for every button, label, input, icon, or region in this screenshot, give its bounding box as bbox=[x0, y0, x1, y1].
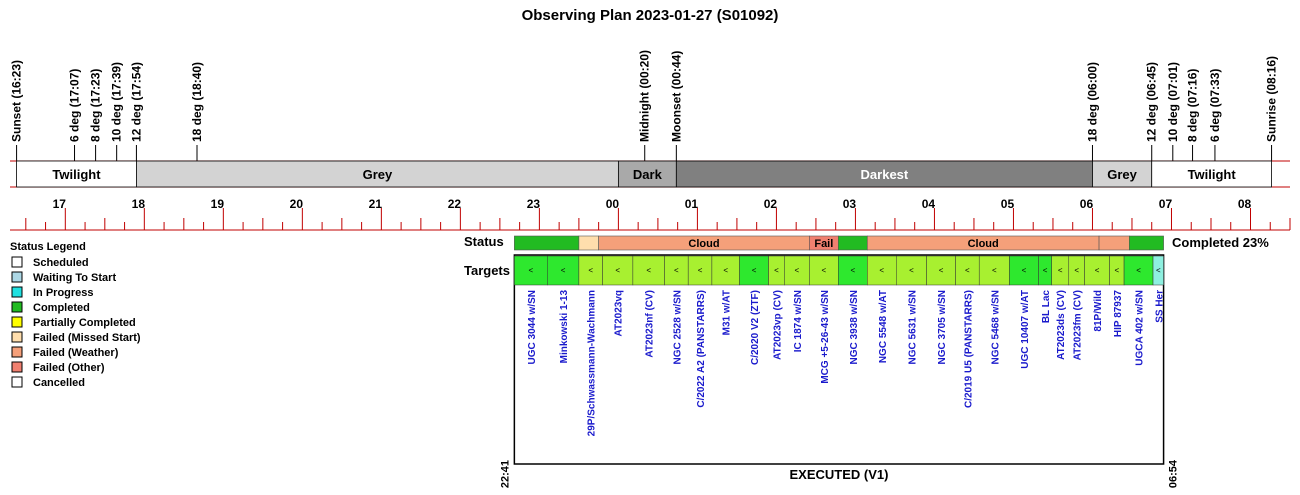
status-row bbox=[464, 234, 1269, 250]
legend-swatch bbox=[12, 287, 22, 297]
status-segment bbox=[838, 236, 867, 250]
target-name: M31 w/AT bbox=[721, 290, 733, 336]
target-marker: < bbox=[850, 266, 856, 275]
target-name: AT2023vp (CV) bbox=[772, 290, 784, 360]
event-label: 8 deg (17:23) bbox=[88, 68, 103, 142]
legend-label: Scheduled bbox=[33, 257, 89, 269]
target-marker: < bbox=[938, 266, 944, 275]
targets-row bbox=[464, 255, 1180, 488]
target-marker: < bbox=[965, 266, 970, 275]
target-marker: < bbox=[751, 266, 757, 275]
target-name: Minkowski 1-13 bbox=[559, 290, 571, 364]
start-time-label: 22:41 bbox=[499, 460, 512, 489]
target-name: UGC 3044 w/SN bbox=[526, 290, 538, 365]
target-marker: < bbox=[723, 266, 729, 275]
status-segment bbox=[579, 236, 599, 250]
status-summary: Completed 23% bbox=[1172, 235, 1269, 250]
status-row-label: Status bbox=[464, 234, 504, 249]
target-name: IC 1874 w/SN bbox=[792, 290, 804, 353]
target-name: HIP 87937 bbox=[1112, 290, 1124, 338]
legend-swatch bbox=[12, 302, 22, 312]
hour-label: 06 bbox=[1079, 197, 1094, 211]
target-name: NGC 2528 w/SN bbox=[672, 290, 684, 365]
target-name: AT2023vq bbox=[613, 290, 625, 337]
legend-swatch bbox=[12, 317, 22, 327]
target-marker: < bbox=[615, 266, 621, 275]
target-marker: < bbox=[528, 266, 534, 275]
event-label: Midnight (00:20) bbox=[637, 50, 652, 142]
target-marker: < bbox=[1136, 266, 1141, 275]
target-name: AT2023fm (CV) bbox=[1072, 290, 1084, 361]
target-marker: < bbox=[774, 266, 779, 275]
band-label: Grey bbox=[362, 167, 393, 182]
darkness-bands bbox=[10, 161, 1290, 187]
hour-label: 03 bbox=[842, 197, 857, 211]
band-label: Grey bbox=[1107, 167, 1137, 182]
event-label: 12 deg (17:54) bbox=[129, 61, 144, 142]
legend-label: Failed (Weather) bbox=[33, 347, 119, 359]
target-marker: < bbox=[697, 266, 703, 275]
legend-swatch bbox=[12, 347, 22, 357]
hour-label: 08 bbox=[1237, 197, 1252, 211]
hour-label: 00 bbox=[605, 197, 620, 211]
plan-title: Observing Plan 2023-01-27 (S01092) bbox=[521, 7, 779, 24]
target-name: NGC 3705 w/SN bbox=[937, 290, 949, 365]
hour-label: 20 bbox=[289, 197, 304, 211]
target-name: C/2020 V2 (ZTF) bbox=[750, 290, 762, 366]
event-label: Sunset (16:23) bbox=[9, 59, 24, 142]
hour-label: 17 bbox=[52, 197, 66, 211]
band-label: Darkest bbox=[860, 167, 909, 182]
event-label: 18 deg (06:00) bbox=[1085, 61, 1100, 142]
end-time-label: 06:54 bbox=[1167, 460, 1180, 489]
band-label: Twilight bbox=[1187, 167, 1236, 182]
hour-axis bbox=[10, 197, 1290, 230]
status-segment-label: Cloud bbox=[688, 238, 720, 250]
target-marker: < bbox=[1155, 266, 1161, 275]
target-name: 81P/Wild bbox=[1093, 290, 1105, 332]
target-marker: < bbox=[879, 266, 885, 275]
target-name: MCG +5-26-43 w/SN bbox=[819, 290, 831, 384]
target-name: AT2023ds (CV) bbox=[1056, 290, 1068, 360]
target-marker: < bbox=[1057, 266, 1063, 275]
legend-title: Status Legend bbox=[10, 241, 86, 253]
status-legend bbox=[10, 241, 141, 389]
event-markers bbox=[10, 50, 1279, 161]
hour-label: 18 bbox=[131, 197, 146, 211]
hour-label: 01 bbox=[684, 197, 699, 211]
hour-label: 02 bbox=[763, 197, 778, 211]
legend-swatch bbox=[12, 272, 22, 282]
hour-label: 21 bbox=[368, 197, 383, 211]
hour-label: 04 bbox=[921, 197, 936, 211]
status-segment-label: Fail bbox=[814, 238, 834, 250]
target-name: C/2022 A2 (PANSTARRS) bbox=[696, 290, 708, 408]
legend-label: Failed (Other) bbox=[33, 362, 105, 374]
status-segment bbox=[514, 236, 579, 250]
target-name: UGCA 402 w/SN bbox=[1134, 290, 1146, 366]
target-marker: < bbox=[674, 266, 679, 275]
event-label: 8 deg (07:16) bbox=[1185, 68, 1200, 142]
target-name: NGC 5631 w/SN bbox=[907, 290, 919, 365]
event-label: 10 deg (07:01) bbox=[1165, 61, 1180, 142]
legend-swatch bbox=[12, 377, 22, 387]
targets-footer: EXECUTED (V1) bbox=[789, 467, 889, 482]
band-label: Twilight bbox=[52, 167, 101, 182]
target-marker: < bbox=[560, 266, 566, 275]
event-label: 6 deg (17:07) bbox=[67, 68, 82, 142]
target-name: UGC 10407 w/AT bbox=[1019, 290, 1031, 369]
hour-label: 22 bbox=[447, 197, 462, 211]
target-name: AT2023nf (CV) bbox=[644, 290, 656, 358]
status-segment bbox=[1129, 236, 1163, 250]
event-label: Moonset (00:44) bbox=[669, 50, 684, 142]
status-segment bbox=[1099, 236, 1129, 250]
target-name: NGC 3938 w/SN bbox=[848, 290, 860, 365]
event-label: 18 deg (18:40) bbox=[189, 61, 204, 142]
target-marker: < bbox=[1114, 266, 1120, 275]
target-name: SS Her bbox=[1154, 290, 1166, 323]
hour-label: 07 bbox=[1158, 197, 1173, 211]
target-marker: < bbox=[909, 266, 914, 275]
target-marker: < bbox=[821, 266, 827, 275]
target-name: NGC 5468 w/SN bbox=[990, 290, 1002, 365]
legend-label: Cancelled bbox=[33, 377, 85, 389]
target-marker: < bbox=[1021, 266, 1027, 275]
legend-swatch bbox=[12, 362, 22, 372]
event-label: 12 deg (06:45) bbox=[1144, 61, 1159, 142]
targets-row-label: Targets bbox=[464, 263, 510, 278]
target-marker: < bbox=[794, 266, 800, 275]
legend-label: Failed (Missed Start) bbox=[33, 332, 141, 344]
legend-label: Waiting To Start bbox=[33, 272, 117, 284]
target-name: NGC 5548 w/AT bbox=[877, 290, 889, 364]
hour-label: 05 bbox=[1000, 197, 1015, 211]
legend-label: Partially Completed bbox=[33, 317, 136, 329]
status-segment-label: Cloud bbox=[967, 238, 999, 250]
target-marker: < bbox=[992, 266, 997, 275]
target-marker: < bbox=[1094, 266, 1100, 275]
event-label: 10 deg (17:39) bbox=[109, 61, 124, 142]
hour-label: 19 bbox=[210, 197, 225, 211]
target-marker: < bbox=[1042, 266, 1048, 275]
target-marker: < bbox=[588, 266, 594, 275]
hour-label: 23 bbox=[526, 197, 541, 211]
event-label: Sunrise (08:16) bbox=[1264, 55, 1279, 142]
band-label: Dark bbox=[632, 167, 662, 182]
target-marker: < bbox=[646, 266, 652, 275]
legend-label: In Progress bbox=[33, 287, 94, 299]
target-name: BL Lac bbox=[1041, 290, 1053, 324]
target-marker: < bbox=[1074, 266, 1080, 275]
legend-swatch bbox=[12, 332, 22, 342]
target-name: 29P/Schwassmann-Wachmann bbox=[586, 290, 598, 437]
target-name: C/2019 U5 (PANSTARRS) bbox=[963, 290, 975, 408]
legend-swatch bbox=[12, 257, 22, 267]
event-label: 6 deg (07:33) bbox=[1207, 68, 1222, 142]
legend-label: Completed bbox=[33, 302, 90, 314]
